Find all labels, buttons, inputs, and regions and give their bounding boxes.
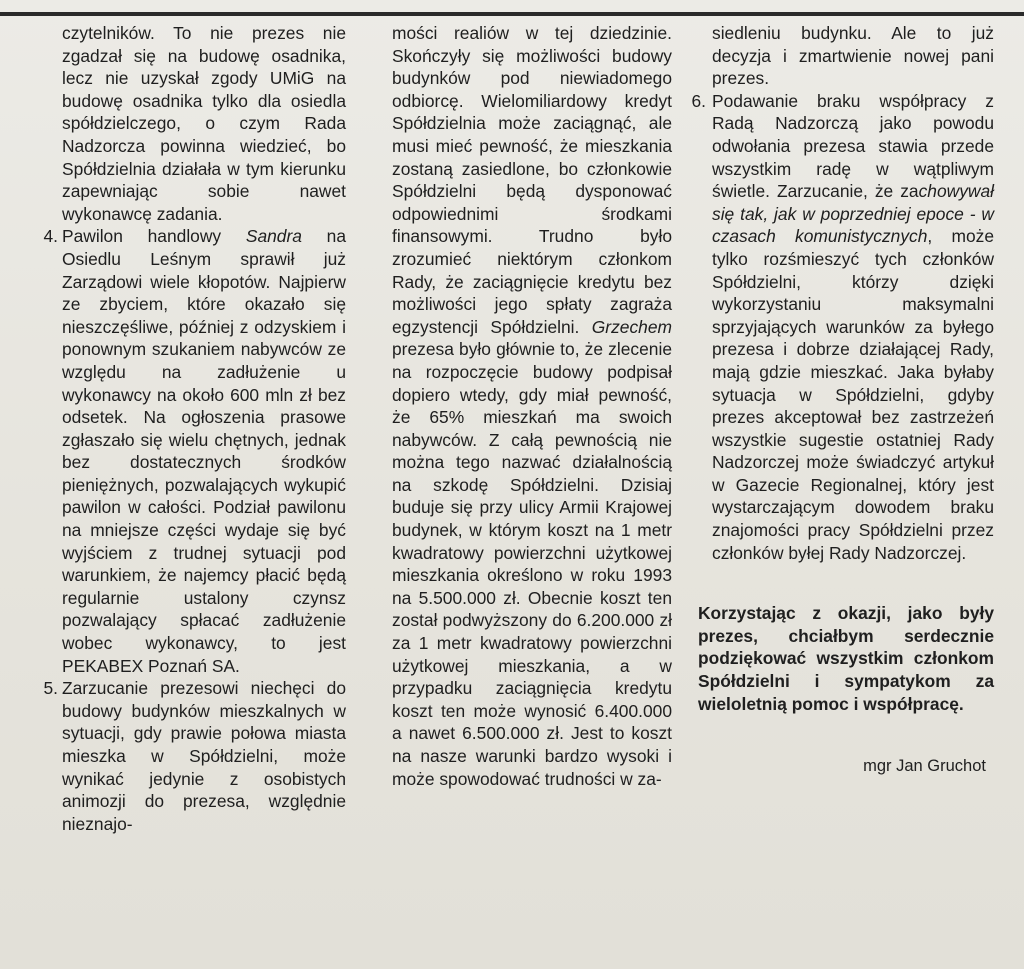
paragraph-continued: siedleniu budynku. Ale to już decyzja i zmartwienie nowej pani prezes. (712, 23, 994, 89)
list-item-text: Zarzucanie prezesowi niechęci do budowy budynków mieszkalnych w sytuacji, gdy prawie połowa miasta mieszka w Spółdzielni, może wynikać jedynie z osobistych animozji do prezesa, względnie nieznajo- (62, 678, 346, 834)
italic-run: chowywał się tak, jak w poprzedniej epoce - w czasach komunistycznych (712, 181, 994, 247)
paragraph-continued (392, 22, 672, 790)
list-item-text (62, 225, 346, 677)
closing-thanks: Korzystając z okazji, jako były prezes, chciałbym serdecznie podziękować wszystkim członkom Spółdzielni i sympatykom za wieloletnią pomoc i współpracę. (698, 603, 994, 714)
text-run: Podawanie braku współpracy z Radą Nadzorczą jako powodu odwołania prezesa stawia przede wszystkim radę w wątpliwym świetle. Zarzucanie, że za (712, 90, 994, 202)
list-number: 6. (691, 90, 706, 111)
italic-run: Sandra (245, 226, 302, 247)
list-item-5 (28, 677, 346, 835)
italic-run: Grzechem (591, 316, 672, 337)
text-run: prezesa było głównie to, że zlecenie na rozpoczęcie budowy podpisał dopiero wtedy, gdy miał pewność, że 65% mieszkań ma swoich nabywców. Z całą pewnością nie można tego nazwać działalnością na szkodę Spółdzielni. Dzisiaj buduje się przy ulicy Armii Krajowej budynek, w którym koszt na 1 metr kwadratowy powierzchni użytkowej mieszkania określono w roku 1993 na 5.500.000 zł. Obecnie koszt ten został podwyższony do 6.200.000 zł za 1 metr kwadratowy powierzchni użytkowej mieszkania, a w przypadku zaciągnięcia kredytu koszt ten może wynosić 6.400.000 a nawet 6.500.000 zł. Jest to koszt na nasze warunki bardzo wysoki i może spowodować trudności w za- (392, 339, 672, 789)
text-run: mości realiów w tej dziedzinie. Skończyły się możliwości budowy budynków pod niewiadomego odbiorcę. Wielomiliardowy kredyt Spółdzielnia może zaciągnąć, ale musi mieć pewność, że mieszkania zostaną zasiedlone, bo członkowie Spółdzielni będą dysponować odpowiednimi środkami finansowymi. Trudno było zrozumieć niektórym członkom Rady, że zaciągnięcie kredytu bez możliwości jego spłaty zagraża egzystencji Spółdzielni. (392, 23, 672, 337)
column-2 (392, 22, 672, 790)
text-run: Pawilon handlowy (62, 226, 246, 247)
column-3 (676, 22, 994, 778)
paragraph-continued: czytelników. To nie prezes nie zgadzał się na budowę osadnika, lecz nie uzyskał zgody UMiG na budowę osadnika tylko dla osiedla spółdzielczego, o czym Rada Nadzorcza powinna wiedzieć, bo Spółdzielnia działała w tym kierunku zapewniając sobie nawet wykonawcę zadania. (62, 23, 346, 224)
author-signature: mgr Jan Gruchot (863, 757, 986, 776)
list-item-text (712, 90, 994, 564)
top-rule (0, 12, 1024, 16)
text-run: , może tylko rozśmieszyć tych członków Spółdzielni, którzy dzięki wykorzystaniu maksymalni sprzyjających warunków za byłego prezesa i dobrze działającej Rady, mają gdzie mieszkać. Jaka byłaby sytuacja w Spółdzielni, gdyby prezes akceptował bez zastrzeżeń wszystkie sugestie ostatniej Rady Nadzorczej może świadczyć artykuł w Gazecie Regionalnej, który jest wystarczającym dowodem braku znajomości pracy Spółdzielni przez członków byłej Rady Nadzorczej. (712, 226, 994, 563)
list-number: 5. (43, 678, 58, 699)
list-item-6 (676, 90, 994, 564)
list-item-4 (28, 225, 346, 677)
text-run: na Osiedlu Leśnym sprawił już Zarządowi wiele kłopotów. Najpierw ze zbyciem, które okazało się nieszczęśliwe, później z odzyskiem i ponownym szukaniem nabywców ze względu na zadłużenie u wykonawcy na około 600 mln zł bez odsetek. Na ogłoszenia prasowe zgłaszało się wielu chętnych, jednak bez dostatecznych środków pieniężnych, pozwalających wykupić pawilon w całości. Podział pawilonu na mniejsze części wydaje się być wyjściem z trudnej sytuacji pod warunkiem, że najemcy płacić będą regularnie ustalony czynsz pozwalający spłacać zadłużenie wobec wykonawcy, to jest PEKABEX Poznań SA. (62, 226, 346, 676)
column-1 (28, 22, 346, 835)
list-number: 4. (43, 226, 58, 247)
